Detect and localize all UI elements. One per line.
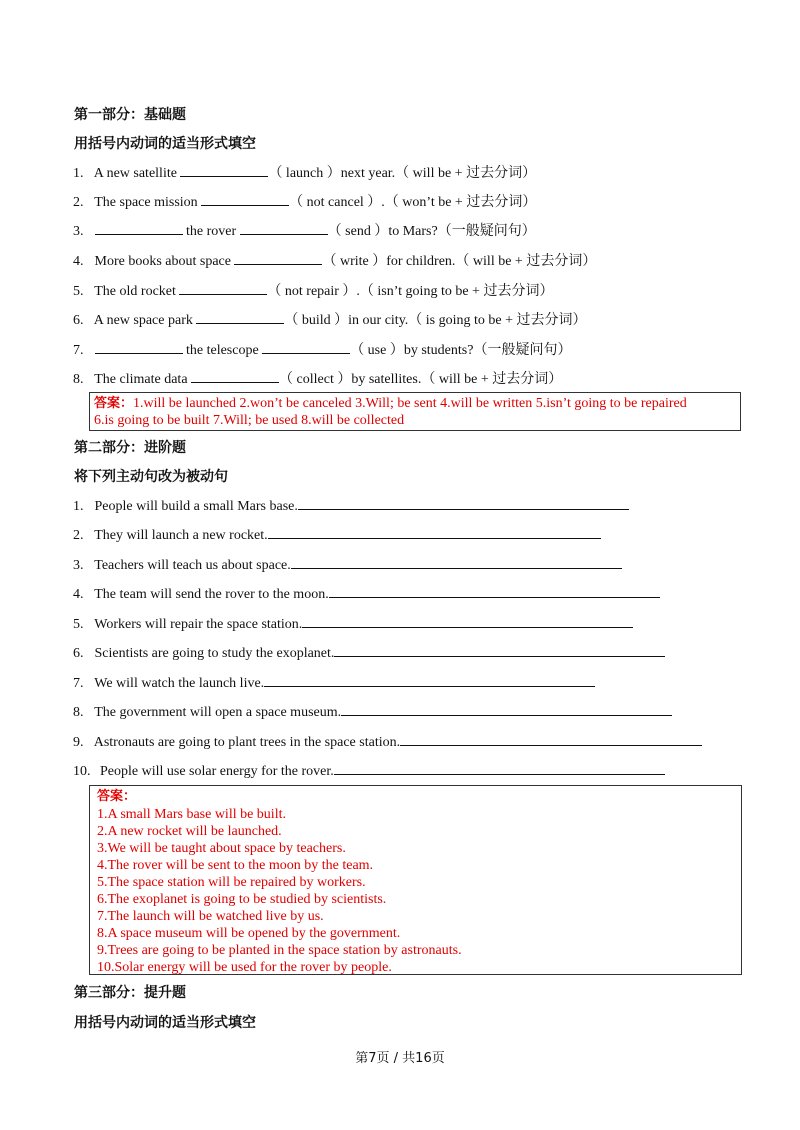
part2-instruction: 将下列主动句改为被动句 xyxy=(74,469,228,485)
exercise-item: 8. The climate data （ collect ）by satellites.（ will be + 过去分词） xyxy=(73,371,563,387)
exercise-item: 7. We will watch the launch live. xyxy=(73,673,595,693)
answer-blank[interactable] xyxy=(240,221,328,235)
exercise-item: 4. The team will send the rover to the moon. xyxy=(73,584,660,604)
answer-line[interactable] xyxy=(334,643,665,657)
answer-text: 1.will be launched 2.won’t be canceled 3.Will; be sent 4.will be written 5.isn’t going to be repaired xyxy=(133,396,687,411)
answer-blank[interactable] xyxy=(180,163,268,177)
exercise-item: 5. The old rocket （ not repair ）.（ isn’t going to be + 过去分词） xyxy=(73,283,554,299)
answer-blank[interactable] xyxy=(191,369,279,383)
exercise-item: 9. Astronauts are going to plant trees in the space station. xyxy=(73,732,702,752)
page-number: 第7页 / 共16页 xyxy=(355,1051,445,1066)
answer-line[interactable] xyxy=(268,525,601,539)
answer-text: 2.A new rocket will be launched. xyxy=(97,824,282,839)
answer-blank[interactable] xyxy=(201,192,289,206)
answer-line[interactable] xyxy=(341,702,672,716)
answer-text: 6.is going to be built 7.Will; be used 8.will be collected xyxy=(94,413,405,428)
part3-title: 第三部分：提升题 xyxy=(74,985,186,1001)
answer-label: 答案： xyxy=(97,789,137,804)
answer-blank[interactable] xyxy=(179,281,267,295)
answer-line[interactable] xyxy=(302,614,633,628)
answer-text: 9.Trees are going to be planted in the space station by astronauts. xyxy=(97,943,462,958)
answer-line[interactable] xyxy=(400,732,702,746)
answer-text: 6.The exoplanet is going to be studied by scientists. xyxy=(97,892,387,907)
answer-box-part2 xyxy=(89,785,742,975)
answer-text: 4.The rover will be sent to the moon by the team. xyxy=(97,858,374,873)
answer-blank[interactable] xyxy=(196,310,284,324)
answer-line[interactable] xyxy=(291,555,622,569)
exercise-item: 3. Teachers will teach us about space. xyxy=(73,555,622,575)
exercise-item: 2. They will launch a new rocket. xyxy=(73,525,601,545)
exercise-item: 4. More books about space （ write ）for children.（ will be + 过去分词） xyxy=(73,253,597,269)
exercise-item: 3. the rover （ send ）to Mars?（一般疑问句） xyxy=(73,223,536,239)
exercise-item: 10. People will use solar energy for the rover. xyxy=(73,761,665,781)
answer-text: 8.A space museum will be opened by the government. xyxy=(97,926,401,941)
answer-text: 3.We will be taught about space by teachers. xyxy=(97,841,346,856)
exercise-item: 8. The government will open a space museum. xyxy=(73,702,672,722)
answer-line[interactable] xyxy=(264,673,595,687)
part1-instruction: 用括号内动词的适当形式填空 xyxy=(74,136,256,152)
part3-instruction: 用括号内动词的适当形式填空 xyxy=(74,1015,256,1031)
answer-box-part1 xyxy=(89,392,741,431)
exercise-item: 1. People will build a small Mars base. xyxy=(73,496,629,516)
exercise-item: 1. A new satellite （ launch ）next year.（ will be + 过去分词） xyxy=(73,165,537,181)
exercise-item: 6. Scientists are going to study the exoplanet. xyxy=(73,643,665,663)
exercise-item: 2. The space mission （ not cancel ）.（ won’t be + 过去分词） xyxy=(73,194,537,210)
answer-text: 10.Solar energy will be used for the rover by people. xyxy=(97,960,392,975)
answer-line[interactable] xyxy=(334,761,665,775)
answer-text: 5.The space station will be repaired by workers. xyxy=(97,875,366,890)
exercise-item: 7. the telescope （ use ）by students?（一般疑问句） xyxy=(73,342,572,358)
part1-title: 第一部分：基础题 xyxy=(74,107,186,123)
exercise-item: 5. Workers will repair the space station. xyxy=(73,614,633,634)
answer-blank[interactable] xyxy=(95,340,183,354)
answer-blank[interactable] xyxy=(95,221,183,235)
exercise-item: 6. A new space park （ build ）in our city.（ is going to be + 过去分词） xyxy=(73,312,587,328)
answer-text: 1.A small Mars base will be built. xyxy=(97,807,286,822)
part2-title: 第二部分：进阶题 xyxy=(74,440,186,456)
answer-line[interactable] xyxy=(329,584,660,598)
answer-text: 7.The launch will be watched live by us. xyxy=(97,909,324,924)
answer-label: 答案： xyxy=(94,396,134,411)
answer-blank[interactable] xyxy=(234,251,322,265)
answer-blank[interactable] xyxy=(262,340,350,354)
answer-line[interactable] xyxy=(298,496,629,510)
